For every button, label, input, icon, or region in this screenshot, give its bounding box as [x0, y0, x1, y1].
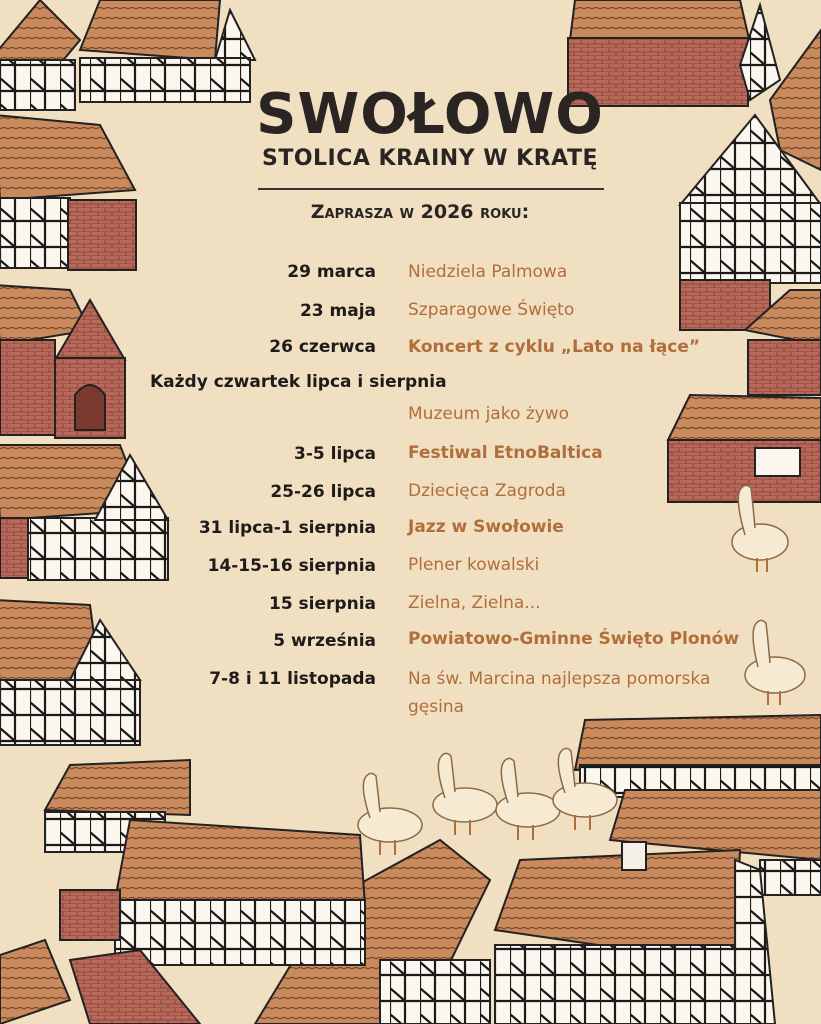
divider — [258, 188, 604, 190]
event-date: 14-15-16 sierpnia — [207, 556, 376, 576]
page-subtitle: STOLICA KRAINY W KRATĘ — [261, 146, 599, 171]
event-date: 3-5 lipca — [293, 444, 376, 464]
event-date: 5 września — [273, 631, 376, 651]
event-name: Niedziela Palmowa — [408, 262, 568, 282]
event-name: Festiwal EtnoBaltica — [408, 443, 603, 463]
event-date: 26 czerwca — [269, 337, 376, 357]
event-name: Jazz w Swołowie — [408, 517, 564, 537]
event-name: Koncert z cyklu „Lato na łące” — [408, 337, 701, 357]
house-bottom-right-2 — [495, 842, 775, 1024]
event-date: 23 maja — [299, 301, 376, 321]
invite-heading: Zaprasza w 2026 roku: — [310, 201, 530, 223]
event-date: 29 marca — [287, 262, 376, 282]
event-name: Plener kowalski — [408, 555, 540, 575]
event-date: 7-8 i 11 listopada — [209, 669, 376, 689]
event-name-line1: Na św. Marcina najlepsza pomorska — [408, 669, 711, 689]
page-title: SWOŁOWO — [256, 82, 604, 147]
event-date: Każdy czwartek lipca i sierpnia — [150, 372, 447, 392]
event-name: Szparagowe Święto — [408, 300, 575, 320]
event-name: Zielna, Zielna... — [408, 593, 541, 613]
event-date: 31 lipca-1 sierpnia — [198, 518, 376, 538]
event-name: Powiatowo-Gminne Święto Plonów — [408, 629, 740, 649]
event-name: Dziecięca Zagroda — [408, 481, 566, 501]
event-name-line2: gęsina — [408, 697, 465, 717]
event-name: Muzeum jako żywo — [408, 404, 570, 424]
event-date: 15 sierpnia — [268, 594, 376, 614]
event-date: 25-26 lipca — [270, 482, 376, 502]
